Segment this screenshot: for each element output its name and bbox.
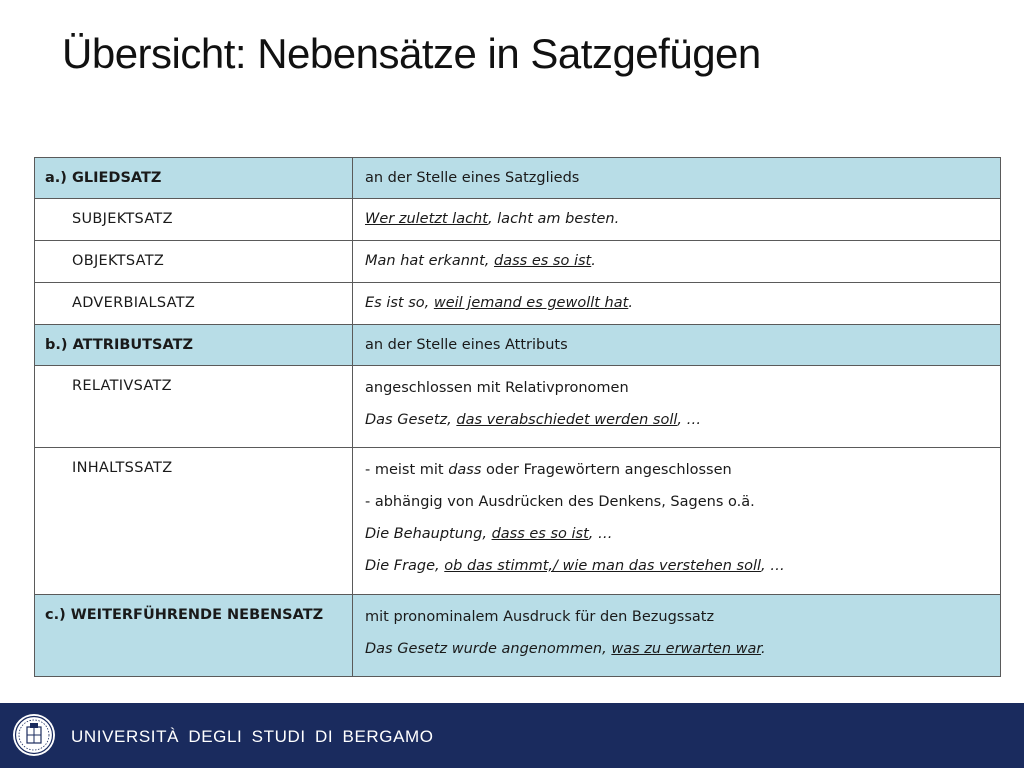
example-sentence [353, 241, 1000, 269]
row-label-cell [35, 283, 353, 325]
example-rest: , lacht am besten. [487, 211, 620, 227]
row-label: b.) ATTRIBUTSATZ [45, 337, 193, 353]
table-row-inhaltssatz [35, 448, 1001, 595]
example-pre: Die Frage, [365, 558, 445, 574]
table-row-weiterfuehrend [35, 595, 1001, 677]
example-pre: Es ist so, [365, 295, 434, 311]
underlined-clause: weil jemand es gewollt hat [433, 295, 629, 311]
table-row-attributsatz [35, 325, 1001, 366]
row-desc: angeschlossen mit Relativpronomen [365, 380, 629, 396]
row-label-cell [35, 158, 353, 199]
underlined-clause: dass es so ist [494, 253, 592, 269]
row-label-cell [35, 241, 353, 283]
row-desc-cell [353, 158, 1001, 199]
row-label: SUBJEKTSATZ [72, 211, 173, 227]
cell-lines [353, 448, 1000, 588]
row-label: c.) WEITERFÜHRENDE NEBENSATZ [45, 607, 324, 623]
university-seal-icon [12, 713, 56, 757]
row-desc: an der Stelle eines Attributs [365, 337, 568, 353]
table-row-gliedsatz [35, 158, 1001, 199]
row-label: ADVERBIALSATZ [72, 295, 196, 311]
row-label-cell [35, 366, 353, 448]
example-sentence [365, 639, 990, 671]
row-example-cell [353, 199, 1001, 241]
slide-title: Übersicht: Nebensätze in Satzgefügen [62, 30, 761, 77]
row-content-cell [353, 595, 1001, 677]
row-content-cell [353, 448, 1001, 595]
example-pre: Man hat erkannt, [365, 253, 495, 269]
example-sentence [365, 556, 990, 588]
row-label: OBJEKTSATZ [72, 253, 165, 269]
example-sentence [365, 410, 990, 442]
row-desc: mit pronominalem Ausdruck für den Bezugssatz [365, 609, 715, 625]
table-row-objektsatz [35, 241, 1001, 283]
example-pre: Die Behauptung, [365, 526, 492, 542]
underlined-clause: Wer zuletzt lacht [365, 211, 488, 227]
desc-line-2: - abhängig von Ausdrücken des Denkens, Sagens o.ä. [365, 494, 755, 510]
row-content-cell [353, 366, 1001, 448]
underlined-clause: das verabschiedet werden soll [456, 412, 678, 428]
row-label: a.) GLIEDSATZ [45, 170, 162, 186]
cell-lines [353, 595, 1000, 671]
example-post: . [591, 253, 596, 269]
example-post: . [761, 641, 766, 657]
example-post: . [628, 295, 633, 311]
example-sentence [353, 199, 1000, 227]
table-row-adverbialsatz [35, 283, 1001, 325]
desc-pre: - meist mit [365, 462, 449, 478]
clause-overview-table [34, 157, 1001, 677]
example-pre: Das Gesetz wurde angenommen, [365, 641, 612, 657]
example-post: , … [588, 526, 613, 542]
desc-post: oder Fragewörtern angeschlossen [481, 462, 732, 478]
underlined-clause: dass es so ist [491, 526, 589, 542]
row-label-cell [35, 325, 353, 366]
row-label: RELATIVSATZ [72, 378, 172, 394]
row-label: INHALTSSATZ [72, 460, 173, 476]
row-desc: an der Stelle eines Satzglieds [365, 170, 580, 186]
underlined-clause: was zu erwarten war [611, 641, 762, 657]
row-desc-cell [353, 325, 1001, 366]
row-label-cell [35, 595, 353, 677]
footer-bar [0, 703, 1024, 768]
row-example-cell [353, 283, 1001, 325]
university-name: UNIVERSITÀ DEGLI STUDI DI BERGAMO [71, 727, 434, 746]
cell-lines [353, 366, 1000, 442]
desc-italic: dass [448, 462, 482, 478]
row-label-cell [35, 199, 353, 241]
table-row-relativsatz [35, 366, 1001, 448]
example-sentence [365, 524, 990, 556]
underlined-clause: ob das stimmt,/ wie man das verstehen soll [444, 558, 762, 574]
row-example-cell [353, 241, 1001, 283]
desc-line-1 [365, 460, 990, 492]
example-sentence [353, 283, 1000, 311]
table-row-subjektsatz [35, 199, 1001, 241]
example-pre: Das Gesetz, [365, 412, 457, 428]
example-post: , … [677, 412, 702, 428]
example-post: , … [761, 558, 785, 574]
row-label-cell [35, 448, 353, 595]
